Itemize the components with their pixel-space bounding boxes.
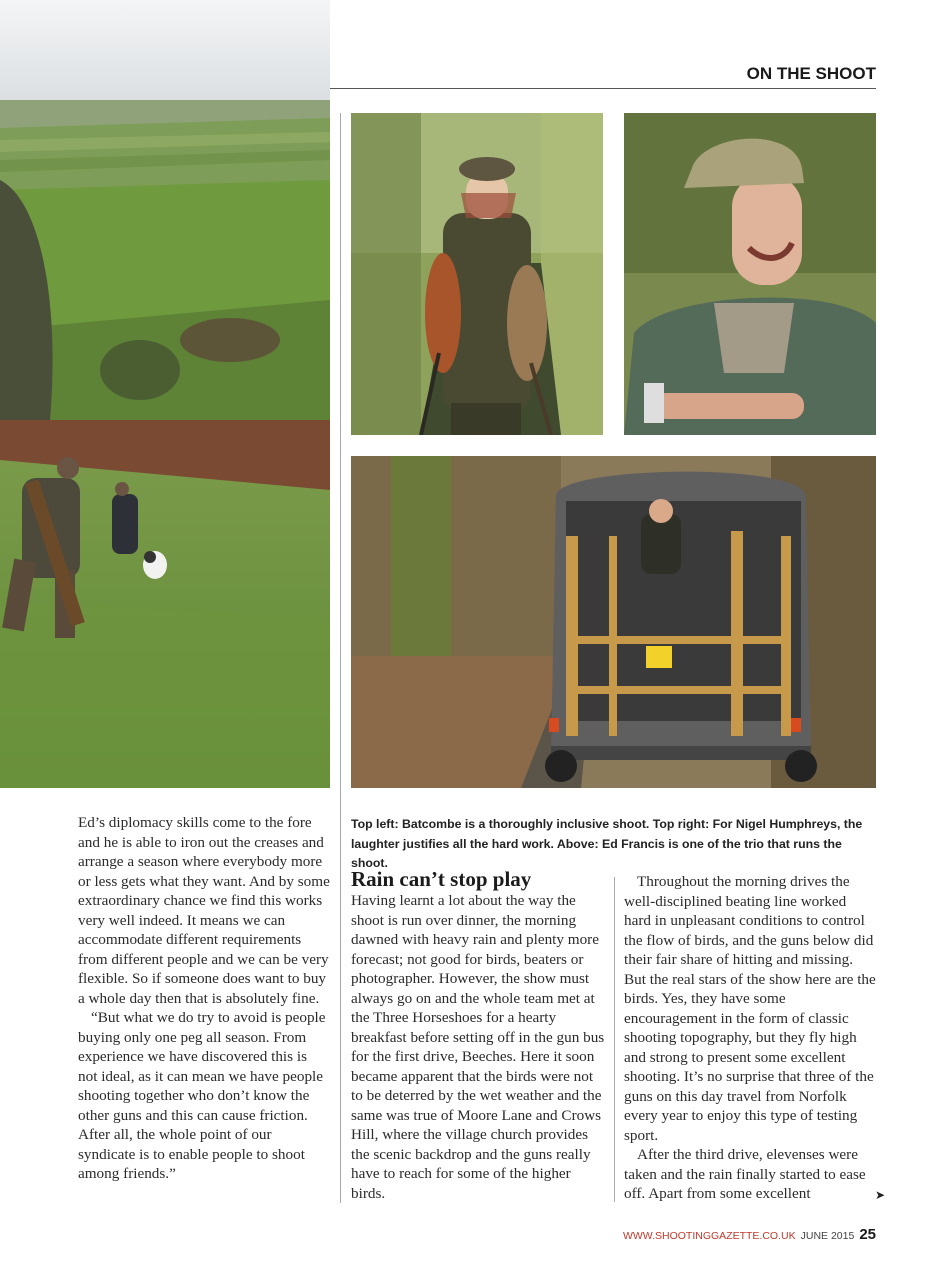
paragraph: Having learnt a lot about the way the shoot is run over dinner, the morning dawned with heavy rain and plenty more forecast; not good for birds, beaters or photographer. However, the show must always go on and the whole team met at the Three Horseshoes for a hearty breakfast before setting off in the gun bus for the first drive, Beeches. Here it soon became apparent that the birds were not to be deterred by the wet weather and the same was true of Moore Lane and Crows Hill, where the village church provides the scenic backdrop and the guns really have to reach for some of the higher birds. xyxy=(351,892,605,1202)
landscape-photo xyxy=(0,0,330,788)
photo-caption: Top left: Batcombe is a thoroughly inclusive shoot. Top right: For Nigel Humphreys, the laughter justifies all the hard work. Above: Ed Francis is one of the trio that runs the shoot. xyxy=(351,817,863,870)
column-rule xyxy=(340,113,341,1203)
boy-photo xyxy=(351,113,603,435)
continue-arrow-icon: ➤ xyxy=(875,1188,886,1202)
page-number: 25 xyxy=(859,1226,876,1243)
paragraph: “But what we do try to avoid is people buying only one peg all season. From experience we have discovered this is not ideal, as it can mean we have people shooting together who don’t know the other guns and this can cause friction. After all, the whole point of our syndicate is to enable people to shoot among friends.” xyxy=(78,1009,326,1182)
article-column-1 xyxy=(78,813,330,1184)
smiling-man-photo xyxy=(624,113,876,435)
gun-bus-trailer-photo xyxy=(351,456,876,788)
article-column-3 xyxy=(624,872,876,1204)
paragraph: Ed’s diplomacy skills come to the fore and he is able to iron out the creases and arrange a season where everybody more or less gets what they want. And by some extraordinary chance we find this works very well indeed. It means we can accommodate different requirements from different people and we can be very flexible. So if someone does want to buy a whole day then that is absolutely fine. xyxy=(78,814,330,1007)
column-rule xyxy=(614,877,615,1202)
paragraph: Throughout the morning drives the well-disciplined beating line worked hard in unpleasant conditions to control the flow of birds, and the guns below did their fair share of hitting and missing. But the real stars of the show here are the birds. Yes, they have some encouragement in the form of classic shooting topography, but they fly high and strong to present some excellent shooting. It’s no surprise that three of the guns on this day travel from Norfolk every year to enjoy this type of testing sport. xyxy=(624,873,876,1144)
subheading: Rain can’t stop play xyxy=(351,867,532,891)
header-rule xyxy=(330,88,876,89)
article-column-2 xyxy=(351,891,607,1203)
page-footer xyxy=(623,1226,876,1243)
footer-date: JUNE 2015 xyxy=(800,1230,855,1242)
paragraph: After the third drive, elevenses were taken and the rain finally started to ease off. Apart from some excellent xyxy=(624,1146,866,1202)
section-title: ON THE SHOOT xyxy=(746,64,876,83)
footer-url: WWW.SHOOTINGGAZETTE.CO.UK xyxy=(622,1230,796,1242)
